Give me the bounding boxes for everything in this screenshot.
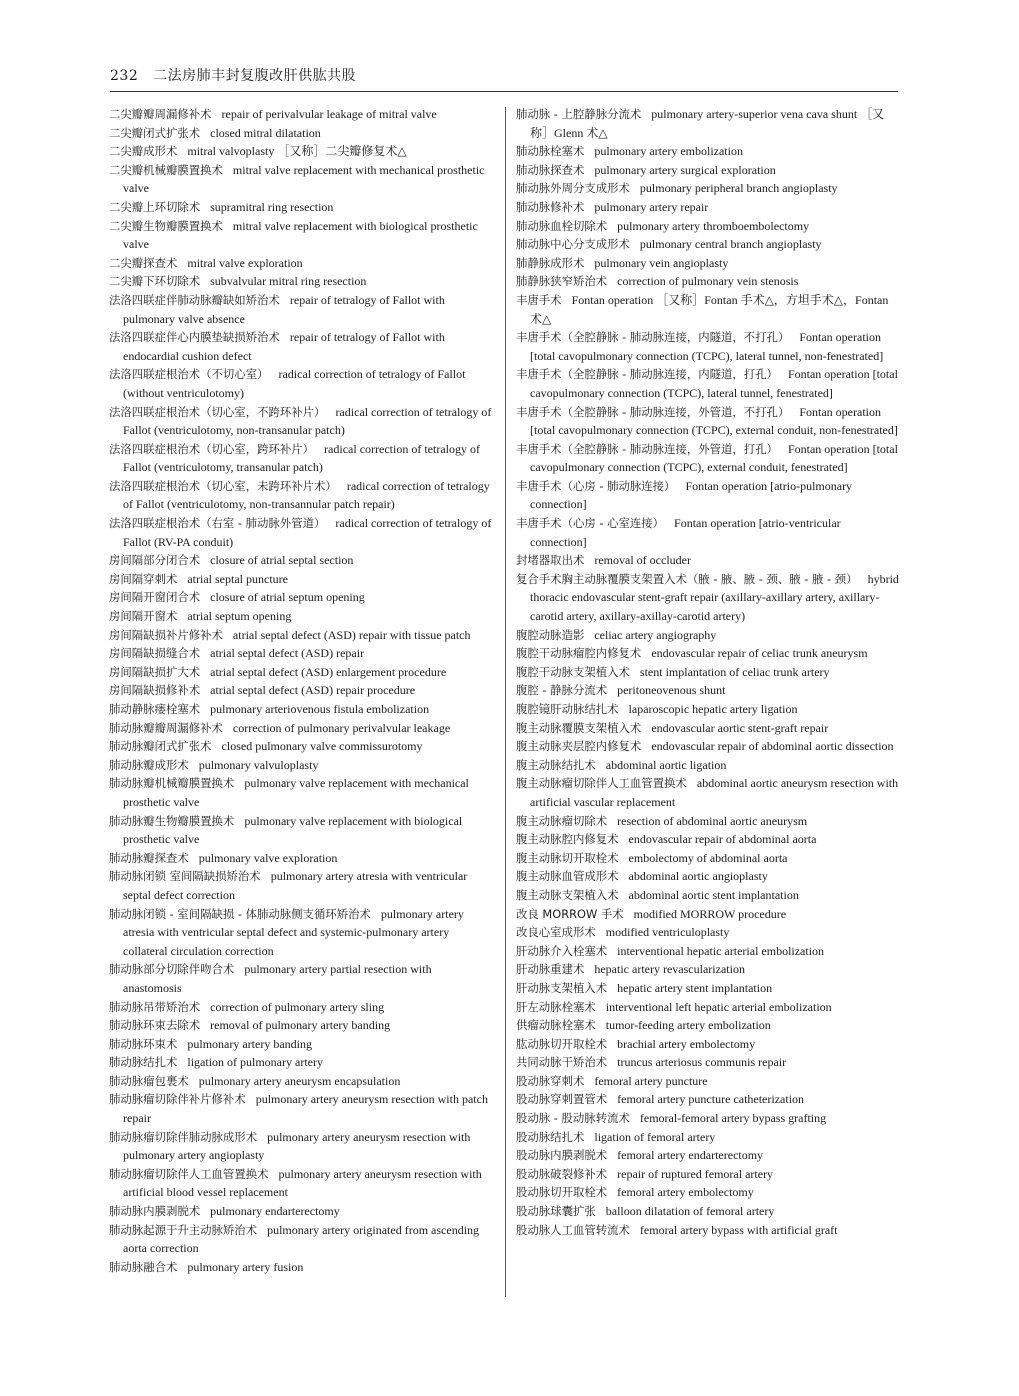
term-english: femoral artery puncture catheterization	[617, 1092, 805, 1107]
term-entry	[109, 681, 493, 700]
term-entry	[516, 1221, 900, 1240]
term-english: celiac artery angiography	[594, 627, 717, 642]
term-entry	[109, 774, 493, 811]
term-english: ligation of pulmonary artery	[187, 1055, 323, 1070]
left-column	[109, 105, 493, 1276]
term-entry	[516, 700, 900, 719]
term-english: pulmonary artery originated from ascending aorta correction	[123, 1222, 480, 1256]
term-chinese: 封堵器取出术	[516, 553, 585, 568]
term-english: mitral valve replacement with mechanical prosthetic valve	[123, 162, 485, 196]
term-english: pulmonary endarterectomy	[210, 1204, 340, 1219]
term-entry	[109, 291, 493, 328]
term-english: pulmonary artery-superior vena cava shunt ［又称］Glenn 术△	[530, 107, 885, 140]
term-chinese: 肺动脉瘤包裹术	[109, 1073, 189, 1088]
term-english: endovascular repair of abdominal aorta	[628, 832, 817, 847]
page-header	[110, 66, 898, 86]
term-english: radical correction of tetralogy of Fallot (without ventriculotomy)	[123, 367, 466, 400]
term-entry	[516, 867, 900, 886]
term-entry	[516, 1016, 900, 1035]
term-chinese: 法洛四联症根治术（切心室，不跨环补片）	[109, 404, 326, 419]
term-english: atrial septal defect (ASD) repair procedure	[210, 683, 416, 698]
term-entry	[516, 756, 900, 775]
term-english: radical correction of tetralogy of Fallot (ventriculotomy, transanular patch)	[123, 441, 480, 475]
term-chinese: 丰唐手术	[516, 292, 562, 307]
term-entry	[109, 737, 493, 756]
term-english: pulmonary central branch angioplasty	[639, 237, 822, 252]
term-chinese: 法洛四联症根治术（切心室，未跨环补片术）	[109, 478, 337, 493]
term-chinese: 肺动脉中心分支成形术	[516, 237, 630, 252]
term-english: endovascular repair of abdominal aortic dissection	[651, 739, 894, 754]
term-english: correction of pulmonary artery sling	[210, 999, 385, 1014]
term-entry	[109, 756, 493, 775]
term-english: interventional left hepatic arterial embolization	[605, 999, 832, 1014]
term-entry	[516, 830, 900, 849]
term-entry	[516, 477, 900, 514]
term-entry	[109, 365, 493, 402]
term-entry	[109, 1202, 493, 1221]
term-entry	[516, 979, 900, 998]
term-english: pulmonary artery partial resection with anastomosis	[123, 962, 432, 995]
term-entry	[109, 551, 493, 570]
term-chinese: 股动脉破裂修补术	[516, 1166, 608, 1181]
term-entry	[516, 551, 900, 570]
term-english: ligation of femoral artery	[594, 1129, 716, 1144]
term-chinese: 肺动脉环束去除术	[109, 1018, 201, 1033]
term-chinese: 腹主动脉瘤切除术	[516, 813, 608, 828]
term-chinese: 肺动脉起源于升主动脉矫治术	[109, 1222, 258, 1237]
term-english: pulmonary artery banding	[187, 1036, 312, 1051]
term-chinese: 股动脉切开取栓术	[516, 1185, 608, 1200]
term-chinese: 肺动脉瘤切除伴肺动脉成形术	[109, 1129, 258, 1144]
term-english: pulmonary artery fusion	[187, 1259, 304, 1274]
term-english: pulmonary valve replacement with mechanical prosthetic valve	[123, 776, 469, 809]
term-chinese: 二尖瓣探查术	[109, 255, 178, 270]
term-entry	[516, 774, 900, 811]
term-english: interventional hepatic arterial embolization	[617, 943, 825, 958]
term-entry	[109, 998, 493, 1017]
term-chinese: 肺动脉瓣生物瓣膜置换术	[109, 813, 235, 828]
term-chinese: 丰唐手术（心房 - 肺动脉连接）	[516, 478, 676, 493]
term-english: radical correction of tetralogy of Fallot (ventriculotomy, non-transannular patch repair)	[123, 478, 490, 512]
term-entry	[109, 1090, 493, 1127]
term-english: femoral artery bypass with artificial graft	[639, 1222, 838, 1237]
term-chinese: 二尖瓣成形术	[109, 144, 178, 159]
term-entry	[516, 440, 900, 477]
term-chinese: 股动脉内膜剥脱术	[516, 1148, 608, 1163]
term-english: balloon dilatation of femoral artery	[605, 1204, 775, 1219]
term-chinese: 肺动脉融合术	[109, 1259, 178, 1274]
term-chinese: 丰唐手术（全腔静脉 - 肺动脉连接，外管道，打孔）	[516, 441, 778, 456]
term-english: Fontan operation [total cavopulmonary connection (TCPC), lateral tunnel, fenestrated]	[530, 367, 898, 400]
term-chinese: 股动脉穿刺置管术	[516, 1092, 608, 1107]
term-english: mitral valve replacement with biological prosthetic valve	[123, 218, 478, 252]
term-english: pulmonary artery aneurysm resection with pulmonary artery angioplasty	[123, 1129, 471, 1163]
term-english: resection of abdominal aortic aneurysm	[617, 813, 808, 828]
term-english: Fontan operation [atrio-pulmonary connection]	[530, 478, 853, 512]
term-entry	[516, 328, 900, 365]
term-chinese: 肺动脉血栓切除术	[516, 218, 608, 233]
term-english: Fontan operation ［又称］Fontan 手术△，方坦手术△，Fontan 术△	[530, 292, 889, 326]
term-entry	[109, 644, 493, 663]
term-chinese: 肺动脉闭锁 - 室间隔缺损 - 体肺动脉侧支循环矫治术	[109, 906, 371, 921]
term-entry	[109, 719, 493, 738]
term-entry	[109, 1072, 493, 1091]
term-entry	[516, 626, 900, 645]
term-chinese: 二尖瓣闭式扩张术	[109, 125, 201, 140]
term-chinese: 肺静脉狭窄矫治术	[516, 274, 608, 289]
term-chinese: 腹主动脉支架植入术	[516, 887, 619, 902]
term-english: embolectomy of abdominal aorta	[628, 850, 788, 865]
term-entry	[109, 849, 493, 868]
term-chinese: 肺动脉环束术	[109, 1036, 178, 1051]
term-english: repair of ruptured femoral artery	[617, 1166, 774, 1181]
header-rule	[110, 91, 898, 92]
term-entry	[109, 570, 493, 589]
term-chinese: 肺动脉外周分支成形术	[516, 181, 630, 196]
term-entry	[109, 1258, 493, 1277]
term-chinese: 法洛四联症根治术（不切心室）	[109, 367, 269, 382]
term-entry	[516, 217, 900, 236]
term-entry	[109, 1053, 493, 1072]
term-english: pulmonary valve exploration	[198, 850, 338, 865]
term-english: femoral artery embolectomy	[617, 1185, 754, 1200]
term-english: closure of atrial septal section	[210, 553, 354, 568]
term-chinese: 改良心室成形术	[516, 925, 596, 940]
term-chinese: 二尖瓣下环切除术	[109, 274, 201, 289]
term-english: pulmonary artery atresia with ventricular septal defect and systemic-pulmonary artery collateral circulation correction	[123, 906, 464, 958]
term-english: atrial septum opening	[187, 609, 292, 624]
term-english: endovascular aortic stent-graft repair	[651, 720, 829, 735]
term-entry	[109, 124, 493, 143]
term-entry	[516, 365, 900, 402]
term-entry	[109, 403, 493, 440]
term-entry	[516, 719, 900, 738]
term-english: Fontan operation [atrio-ventricular connection]	[530, 516, 841, 549]
term-chinese: 法洛四联症伴心内膜垫缺损矫治术	[109, 330, 280, 345]
term-entry	[516, 570, 900, 626]
term-english: closed pulmonary valve commissurotomy	[221, 739, 423, 754]
right-column	[516, 105, 900, 1239]
term-entry	[516, 1053, 900, 1072]
term-entry	[516, 886, 900, 905]
term-chinese: 腹主动脉结扎术	[516, 757, 596, 772]
term-english: removal of occluder	[594, 553, 691, 568]
term-chinese: 股动脉人工血管转流术	[516, 1222, 630, 1237]
term-english: pulmonary artery aneurysm encapsulation	[198, 1073, 401, 1088]
term-chinese: 供瘤动脉栓塞术	[516, 1018, 596, 1033]
term-chinese: 肺动脉吊带矫治术	[109, 999, 201, 1014]
term-chinese: 肺动脉栓塞术	[516, 144, 585, 159]
term-english: atrial septal defect (ASD) enlargement procedure	[210, 664, 447, 679]
term-english: correction of pulmonary perivalvular leakage	[232, 720, 451, 735]
term-chinese: 腹腔干动脉支架植入术	[516, 664, 630, 679]
term-entry	[516, 923, 900, 942]
term-entry	[109, 105, 493, 124]
term-chinese: 肺动脉 - 上腔静脉分流术	[516, 107, 642, 121]
term-entry	[109, 328, 493, 365]
term-entry	[516, 1128, 900, 1147]
term-entry	[109, 867, 493, 904]
term-chinese: 腹主动脉夹层腔内修复术	[516, 739, 642, 754]
term-chinese: 肺动脉瓣瓣周漏修补术	[109, 720, 223, 735]
term-entry	[516, 737, 900, 756]
term-chinese: 肺动脉修补术	[516, 199, 585, 214]
term-english: hybrid thoracic endovascular stent-graft repair (axillary-axillary artery, axillary-carotid artery, axillary-axillay-carotid artery)	[530, 571, 899, 624]
term-chinese: 肺动脉瓣闭式扩张术	[109, 739, 212, 754]
term-chinese: 股动脉球囊扩张	[516, 1204, 596, 1219]
term-chinese: 腹腔动脉造影	[516, 627, 585, 642]
term-entry	[109, 663, 493, 682]
term-english: atrial septal defect (ASD) repair	[210, 646, 365, 661]
term-chinese: 肺动脉闭锁 室间隔缺损矫治术	[109, 869, 261, 884]
term-chinese: 房间隔缺损扩大术	[109, 664, 201, 679]
term-entry	[516, 1035, 900, 1054]
term-english: pulmonary artery thromboembolectomy	[617, 218, 810, 233]
term-entry	[516, 942, 900, 961]
term-english: pulmonary vein angioplasty	[594, 255, 729, 270]
term-english: peritoneovenous shunt	[617, 683, 726, 698]
term-english: pulmonary valve replacement with biological prosthetic valve	[123, 813, 463, 847]
term-entry	[109, 1221, 493, 1258]
term-chinese: 丰唐手术（心房 - 心室连接）	[516, 516, 665, 531]
term-english: hepatic artery revascularization	[594, 962, 745, 977]
term-chinese: 股动脉穿刺术	[516, 1073, 585, 1088]
term-english: laparoscopic hepatic artery ligation	[628, 702, 798, 716]
term-english: repair of tetralogy of Fallot with endocardial cushion defect	[123, 330, 445, 363]
term-chinese: 房间隔开窗闭合术	[109, 590, 201, 605]
term-english: repair of perivalvular leakage of mitral valve	[221, 107, 437, 121]
term-chinese: 腹主动脉覆膜支架植入术	[516, 720, 642, 735]
term-entry	[109, 217, 493, 254]
term-chinese: 共同动脉干矫治术	[516, 1055, 608, 1070]
term-chinese: 腹腔干动脉瘤腔内修复术	[516, 646, 642, 661]
term-english: pulmonary artery surgical exploration	[594, 162, 776, 177]
term-entry	[516, 681, 900, 700]
term-entry	[109, 514, 493, 551]
term-entry	[516, 254, 900, 273]
term-entry	[516, 235, 900, 254]
term-chinese: 肺静脉成形术	[516, 255, 585, 270]
term-chinese: 肝动脉支架植入术	[516, 980, 608, 995]
term-chinese: 腹主动脉切开取栓术	[516, 850, 619, 865]
term-chinese: 腹主动脉瘤切除伴人工血管置换术	[516, 776, 687, 791]
term-english: radical correction of tetralogy of Fallot (RV-PA conduit)	[123, 516, 492, 549]
term-chinese: 股动脉 - 股动脉转流术	[516, 1111, 630, 1126]
term-entry	[109, 588, 493, 607]
term-english: repair of tetralogy of Fallot with pulmonary valve absence	[123, 292, 445, 326]
term-chinese: 腹腔 - 静脉分流术	[516, 683, 608, 698]
term-chinese: 肺动脉结扎术	[109, 1055, 178, 1070]
term-chinese: 肺动脉瓣探查术	[109, 850, 189, 865]
term-chinese: 二尖瓣上环切除术	[109, 199, 201, 214]
term-entry	[516, 849, 900, 868]
term-chinese: 复合手术胸主动脉覆膜支架置入术（腋 - 腋、腋 - 颈、腋 - 腋 - 颈）	[516, 571, 858, 586]
term-english: femoral artery puncture	[594, 1073, 708, 1088]
term-english: radical correction of tetralogy of Fallot (ventriculotomy, non-transanular patch)	[123, 404, 492, 438]
term-entry	[516, 812, 900, 831]
term-entry	[516, 198, 900, 217]
term-chinese: 肝动脉介入栓塞术	[516, 943, 608, 958]
term-english: truncus arteriosus communis repair	[617, 1055, 787, 1070]
term-english: supramitral ring resection	[210, 199, 334, 214]
term-entry	[516, 403, 900, 440]
term-entry	[109, 477, 493, 514]
term-entry	[109, 1016, 493, 1035]
term-english: abdominal aortic ligation	[605, 757, 727, 772]
term-english: endovascular repair of celiac trunk aneurysm	[651, 646, 868, 661]
term-english: Fontan operation [total cavopulmonary connection (TCPC), external conduit, fenestrated]	[530, 441, 898, 475]
term-chinese: 丰唐手术（全腔静脉 - 肺动脉连接，外管道，不打孔）	[516, 404, 790, 419]
term-entry	[516, 291, 900, 328]
term-entry	[516, 960, 900, 979]
term-english: pulmonary artery repair	[594, 199, 709, 214]
term-entry	[109, 1035, 493, 1054]
term-english: mitral valvoplasty ［又称］二尖瓣修复术△	[187, 144, 407, 159]
term-english: subvalvular mitral ring resection	[210, 274, 367, 289]
term-chinese: 肝动脉重建术	[516, 962, 585, 977]
term-chinese: 丰唐手术（全腔静脉 - 肺动脉连接，内隧道，不打孔）	[516, 330, 790, 345]
term-entry	[109, 1165, 493, 1202]
term-english: atrial septal defect (ASD) repair with tissue patch	[232, 627, 471, 642]
term-chinese: 房间隔部分闭合术	[109, 553, 201, 568]
term-english: abdominal aortic stent implantation	[628, 887, 799, 902]
term-chinese: 腹主动脉血管成形术	[516, 869, 619, 884]
term-chinese: 二尖瓣机械瓣膜置换术	[109, 162, 223, 177]
term-english: modified MORROW procedure	[633, 906, 787, 921]
term-chinese: 肱动脉切开取栓术	[516, 1036, 608, 1051]
term-chinese: 肺动脉瘤切除伴人工血管置换术	[109, 1166, 269, 1181]
term-entry	[516, 644, 900, 663]
term-entry	[516, 998, 900, 1017]
term-chinese: 肺动脉瓣机械瓣膜置换术	[109, 776, 235, 791]
term-english: femoral-femoral artery bypass grafting	[639, 1111, 827, 1126]
term-english: pulmonary valvuloplasty	[198, 757, 319, 772]
term-chinese: 二尖瓣生物瓣膜置换术	[109, 218, 223, 233]
term-entry	[109, 626, 493, 645]
term-entry	[109, 1128, 493, 1165]
term-chinese: 腹腔镜肝动脉结扎术	[516, 702, 619, 716]
term-english: closure of atrial septum opening	[210, 590, 365, 605]
term-entry	[516, 1146, 900, 1165]
term-english: abdominal aortic angioplasty	[628, 869, 768, 884]
term-chinese: 房间隔穿刺术	[109, 571, 178, 586]
page-number: 232	[110, 68, 139, 84]
term-entry	[109, 254, 493, 273]
term-english: abdominal aortic aneurysm resection with artificial vascular replacement	[530, 776, 899, 809]
term-entry	[109, 905, 493, 961]
term-entry	[516, 179, 900, 198]
term-english: pulmonary artery aneurysm resection with artificial blood vessel replacement	[123, 1166, 482, 1200]
term-english: brachial artery embolectomy	[617, 1036, 756, 1051]
term-english: removal of pulmonary artery banding	[210, 1018, 391, 1033]
term-english: femoral artery endarterectomy	[617, 1148, 764, 1163]
term-chinese: 股动脉结扎术	[516, 1129, 585, 1144]
term-english: modified ventriculoplasty	[605, 925, 730, 940]
term-entry	[516, 1183, 900, 1202]
term-entry	[516, 514, 900, 551]
term-entry	[516, 272, 900, 291]
term-english: Fontan operation [total cavopulmonary connection (TCPC), lateral tunnel, non-fenestrated]	[530, 330, 884, 363]
term-entry	[109, 272, 493, 291]
term-chinese: 肺动静脉瘘栓塞术	[109, 702, 201, 716]
term-chinese: 法洛四联症根治术（右室 - 肺动脉外管道）	[109, 516, 326, 531]
term-chinese: 肺动脉瘤切除伴补片修补术	[109, 1092, 246, 1107]
term-chinese: 房间隔缺损补片修补术	[109, 627, 223, 642]
term-chinese: 法洛四联症伴肺动脉瓣缺如矫治术	[109, 292, 280, 307]
term-chinese: 肺动脉瓣成形术	[109, 757, 189, 772]
term-entry	[516, 1109, 900, 1128]
term-entry	[109, 812, 493, 849]
term-english: pulmonary arteriovenous fistula embolization	[210, 702, 430, 716]
term-chinese: 丰唐手术（全腔静脉 - 肺动脉连接，内隧道，打孔）	[516, 367, 778, 382]
term-entry	[109, 607, 493, 626]
term-english: Fontan operation [total cavopulmonary connection (TCPC), external conduit, non-fenestrated]	[530, 404, 898, 438]
term-chinese: 肺动脉部分切除伴吻合术	[109, 962, 235, 977]
term-entry	[109, 960, 493, 997]
term-english: atrial septal puncture	[187, 571, 288, 586]
term-entry	[516, 161, 900, 180]
term-chinese: 肺动脉探查术	[516, 162, 585, 177]
term-chinese: 腹主动脉腔内修复术	[516, 832, 619, 847]
term-entry	[109, 198, 493, 217]
term-english: correction of pulmonary vein stenosis	[617, 274, 799, 289]
running-title: 二法房肺丰封复腹改肝供肱共股	[153, 68, 357, 84]
column-divider	[505, 107, 506, 1297]
term-entry	[109, 142, 493, 161]
term-chinese: 二尖瓣瓣周漏修补术	[109, 107, 212, 121]
term-entry	[109, 161, 493, 198]
term-english: mitral valve exploration	[187, 255, 303, 270]
term-entry	[516, 905, 900, 924]
term-entry	[516, 1090, 900, 1109]
term-entry	[109, 440, 493, 477]
term-english: hepatic artery stent implantation	[617, 980, 773, 995]
term-chinese: 法洛四联症根治术（切心室，跨环补片）	[109, 441, 315, 456]
term-entry	[516, 663, 900, 682]
term-chinese: 房间隔缺损缝合术	[109, 646, 201, 661]
term-entry	[516, 1165, 900, 1184]
term-english: pulmonary artery atresia with ventricular septal defect correction	[123, 869, 468, 902]
term-english: tumor-feeding artery embolization	[605, 1018, 771, 1033]
term-entry	[516, 1072, 900, 1091]
term-chinese: 房间隔开窗术	[109, 609, 178, 624]
term-english: closed mitral dilatation	[210, 125, 321, 140]
term-chinese: 肝左动脉栓塞术	[516, 999, 596, 1014]
term-entry	[516, 142, 900, 161]
term-chinese: 肺动脉内膜剥脱术	[109, 1204, 201, 1219]
term-entry	[516, 105, 900, 142]
term-english: stent implantation of celiac trunk artery	[639, 664, 830, 679]
term-chinese: 房间隔缺损修补术	[109, 683, 201, 698]
term-english: pulmonary artery aneurysm resection with patch repair	[123, 1092, 488, 1126]
term-chinese: 改良 MORROW 手术	[516, 906, 624, 921]
term-english: pulmonary peripheral branch angioplasty	[639, 181, 838, 196]
term-entry	[516, 1202, 900, 1221]
term-entry	[109, 700, 493, 719]
term-english: pulmonary artery embolization	[594, 144, 743, 159]
